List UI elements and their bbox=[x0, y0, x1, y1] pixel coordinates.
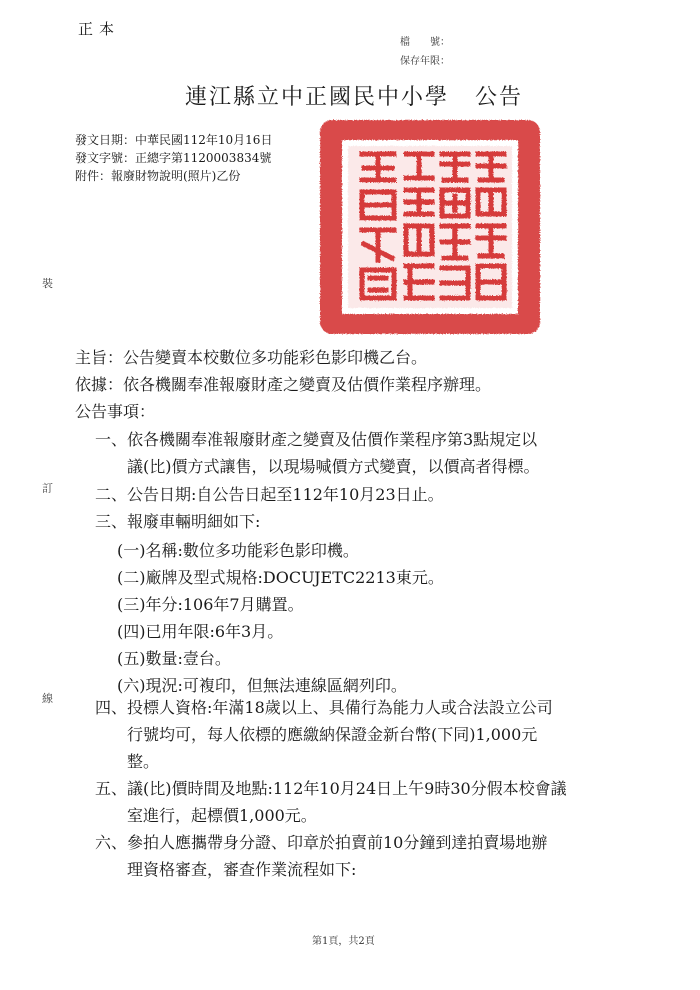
basis-line: 依據：依各機關奉准報廢財產之變賣及估價作業程序辦理。 bbox=[75, 375, 492, 394]
item-6-line-1: 六、參拍人應攜帶身分證、印章於拍賣前10分鐘到達拍賣場地辦 bbox=[95, 833, 548, 852]
item-3-sub-4: (四)已用年限:6年3月。 bbox=[117, 622, 284, 641]
document-title bbox=[185, 80, 523, 111]
notice-heading: 公告事項： bbox=[75, 402, 156, 421]
item-2: 二、公告日期:自公告日起至112年10月23日止。 bbox=[95, 485, 444, 504]
item-3-sub-5: (五)數量:壹台。 bbox=[117, 649, 231, 668]
item-3: 三、報廢車輛明細如下: bbox=[95, 512, 261, 531]
attachment-line: 附件：報廢財物說明(照片)乙份 bbox=[75, 169, 241, 183]
organization-name: 連江縣立中正國民中小學 bbox=[185, 85, 450, 110]
item-4-line-1: 四、投標人資格:年滿18歲以上、具備行為能力人或合法設立公司 bbox=[95, 698, 553, 717]
copy-label: 正本 bbox=[78, 20, 121, 38]
item-3-sub-2: (二)廠牌及型式規格:DOCUJETC2213東元。 bbox=[117, 568, 444, 587]
subject-line: 主旨：公告變賣本校數位多功能彩色影印機乙台。 bbox=[75, 348, 428, 367]
item-4-line-2: 行號均可，每人依標的應繳納保證金新台幣(下同)1,000元 bbox=[127, 725, 538, 744]
item-6-line-2: 理資格審查，審查作業流程如下: bbox=[127, 860, 357, 879]
issue-date: 發文日期：中華民國112年10月16日 bbox=[75, 133, 273, 147]
page-number: 第1頁，共2頁 bbox=[312, 936, 375, 947]
item-5-line-1: 五、議(比)價時間及地點:112年10月24日上午9時30分假本校會議 bbox=[95, 779, 567, 798]
retention-period-label: 保存年限： bbox=[400, 56, 450, 67]
seal-graphic bbox=[318, 118, 542, 336]
item-4-line-3: 整。 bbox=[127, 752, 160, 771]
issue-number: 發文字號：正總字第1120003834號 bbox=[75, 151, 272, 165]
item-1-line-2: 議(比)價方式讓售，以現場喊價方式變賣，以價高者得標。 bbox=[127, 457, 540, 476]
item-1-line-1: 一、依各機關奉准報廢財產之變賣及估價作業程序第3點規定以 bbox=[95, 430, 538, 449]
item-5-line-2: 室進行，起標價1,000元。 bbox=[127, 806, 317, 825]
binding-mark-zhuang: 裝 bbox=[42, 277, 53, 290]
item-3-sub-6: (六)現況:可複印，但無法連線區網列印。 bbox=[117, 676, 407, 695]
document-type: 公告 bbox=[475, 85, 524, 110]
file-number-label: 檔 號： bbox=[400, 37, 450, 48]
item-3-sub-3: (三)年分:106年7月購置。 bbox=[117, 595, 304, 614]
binding-mark-ding: 訂 bbox=[42, 482, 53, 495]
official-seal bbox=[318, 118, 542, 336]
binding-mark-xian: 線 bbox=[42, 692, 53, 705]
item-3-sub-1: (一)名稱:數位多功能彩色影印機。 bbox=[117, 541, 359, 560]
